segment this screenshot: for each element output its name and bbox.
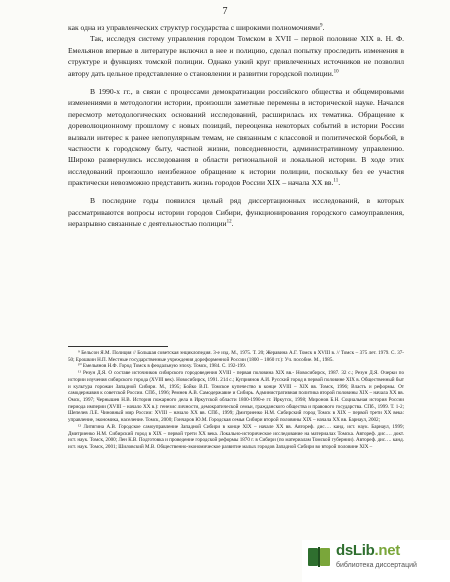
footnote-9: ⁹ Бельсон Я.М. Полиция // Большая советская энциклопедия. 3-е изд. М., 1975. Т. 20; Жеравина А.Г. Томск в XVIII в. // Томск – 375 лет. 1979. С. 37-50; Ерошкин Н.П. Местные государственные учреждения дореформенной России (1800 – 1860 гг.): Уч. пособие. М., 1985.: [68, 350, 404, 363]
page-number: 7: [222, 6, 228, 17]
watermark-title: dsLib.net: [336, 542, 400, 559]
footnote-ref[interactable]: 11: [333, 178, 339, 184]
footnote-ref[interactable]: 12: [226, 219, 232, 225]
book-logo-icon: [306, 544, 332, 570]
main-text: [68, 22, 404, 230]
dslib-watermark[interactable]: [302, 540, 450, 582]
watermark-subtitle: библиотека диссертаций: [336, 562, 417, 569]
paragraph-4: В последние годы появился целый ряд диссертационных исследований, в которых рассматриваются вопросы истории городов Сибири, функционирования городского самоуправления, неразрывно связанные с деятельностью полиции$^{12}$.: [68, 196, 404, 229]
footnote-ref[interactable]: 10: [333, 69, 339, 75]
footnote-12: ¹² Литягина А.В. Городское самоуправление Западной Сибири в конце XIX – начале XX вв. Автореф. дис…. канд. ист. наук. Барнаул, 1999; Дмитриенко Н.М. Сибирский город в XIX – первой трети XX века. Локально-историческое исследование на материалах Томска. Автореф. дис…. докт. ист. наук. Томск, 2000; Лен К.В. Подготовка и проведение городской реформы 1870 г. в Сибири (по материалам Томской губернии). Автореф. дис…. канд. ист. наук. Томск, 2001; Шиловский М.В. Общественно-экономическое развитие малых городов Западной Сибири во второй половине XIX –: [68, 423, 404, 451]
footnotes: [68, 350, 404, 451]
paragraph-3: В 1990-х гг., в связи с процессами демократизации российского общества и общемировыми изменениями в методологии истории, произошли заметные перемены в исторической науке. Начался пересмотр методологических оснований исследований, расширилась их тематика. Обращение к дореволюционному прошлому с новых позиций, переоценка некоторых событий в истории России вызвали интерес к ранее непопулярным темам, не связанным с классовой и политической борьбой, в частности к городскому быту, частной жизни, повседневности, административному управлению. Широко развернулись исследования в области региональной и локальной истории. В ходе этих исследований произошло неизбежное обращение к истории полиции, поскольку без ее участия практически невозможно представить жизнь городов России XIX – начала XX вв.$^{11}$.: [68, 86, 404, 188]
paragraph-1: как одна из управленческих структур государства с широкими полномочиями$^9$.: [68, 23, 325, 32]
paragraph-2: Так, исследуя систему управления городом Томском в XVII – первой половине XIX в. Н. Ф. Емельянов впервые в литературе включил в нее и полицию, сделал попытку проследить изменения в структуре и функциях томской полиции. Однако узкий круг привлеченных источников не позволил автору дать цельное представление о становлении и развитии городской полиции.$^{10}$: [68, 34, 404, 78]
footnote-ref[interactable]: 9: [319, 23, 323, 29]
footnote-10: ¹⁰ Емельянов Н.Ф. Город Томск в феодальную эпоху. Томск, 1984. С. 192-199.: [78, 363, 247, 370]
footnote-separator: [68, 346, 168, 347]
footnote-11: ¹¹ Резун Д.Я. О составе источников сибирского городоведения XVIII - первая половина XIX вв.- Новосибирск, 1987. 32 с.; Резун Д.Я. Очерки по истории изучения сибирского города (XVIII век). Новосибирск, 1991. 214 с.; Куприянов А.И. Русский город в первой половине XIX в. Общественный быт и культура горожан Западной Сибири. М., 1995; Бойко В.П. Томское купечество в конце XVIII – XIX вв. Томск, 1996; Власть и реформы. От самодержавия к советской России. СПб., 1996; Ремнев А.В. Самодержавие и Сибирь. Административная политика второй половины XIX – начала XX вв. Омск, 1997; Чернышев Н.В. История пожарного дела в Иркутской области 1800-1990-е гг. Иркутск, 1998; Миронов Б.Н. Социальная история России периода империи (XVIII – начало XX в.): генезис личности, демократической семьи, гражданского общества и правового государства. СПб., 1999. Т. 1-2; Шепелев Л.Е. Чиновный мир России: XVIII – начало XX вв. СПб., 1999; Дмитриенко Н.М. Сибирский город Томск в XIX – первой трети XX века: управление, экономика, население. Томск, 2000; Гончаров Ю.М. Городская семья Сибири второй половины XIX – начала XX вв. Барнаул, 2002;: [68, 370, 404, 424]
